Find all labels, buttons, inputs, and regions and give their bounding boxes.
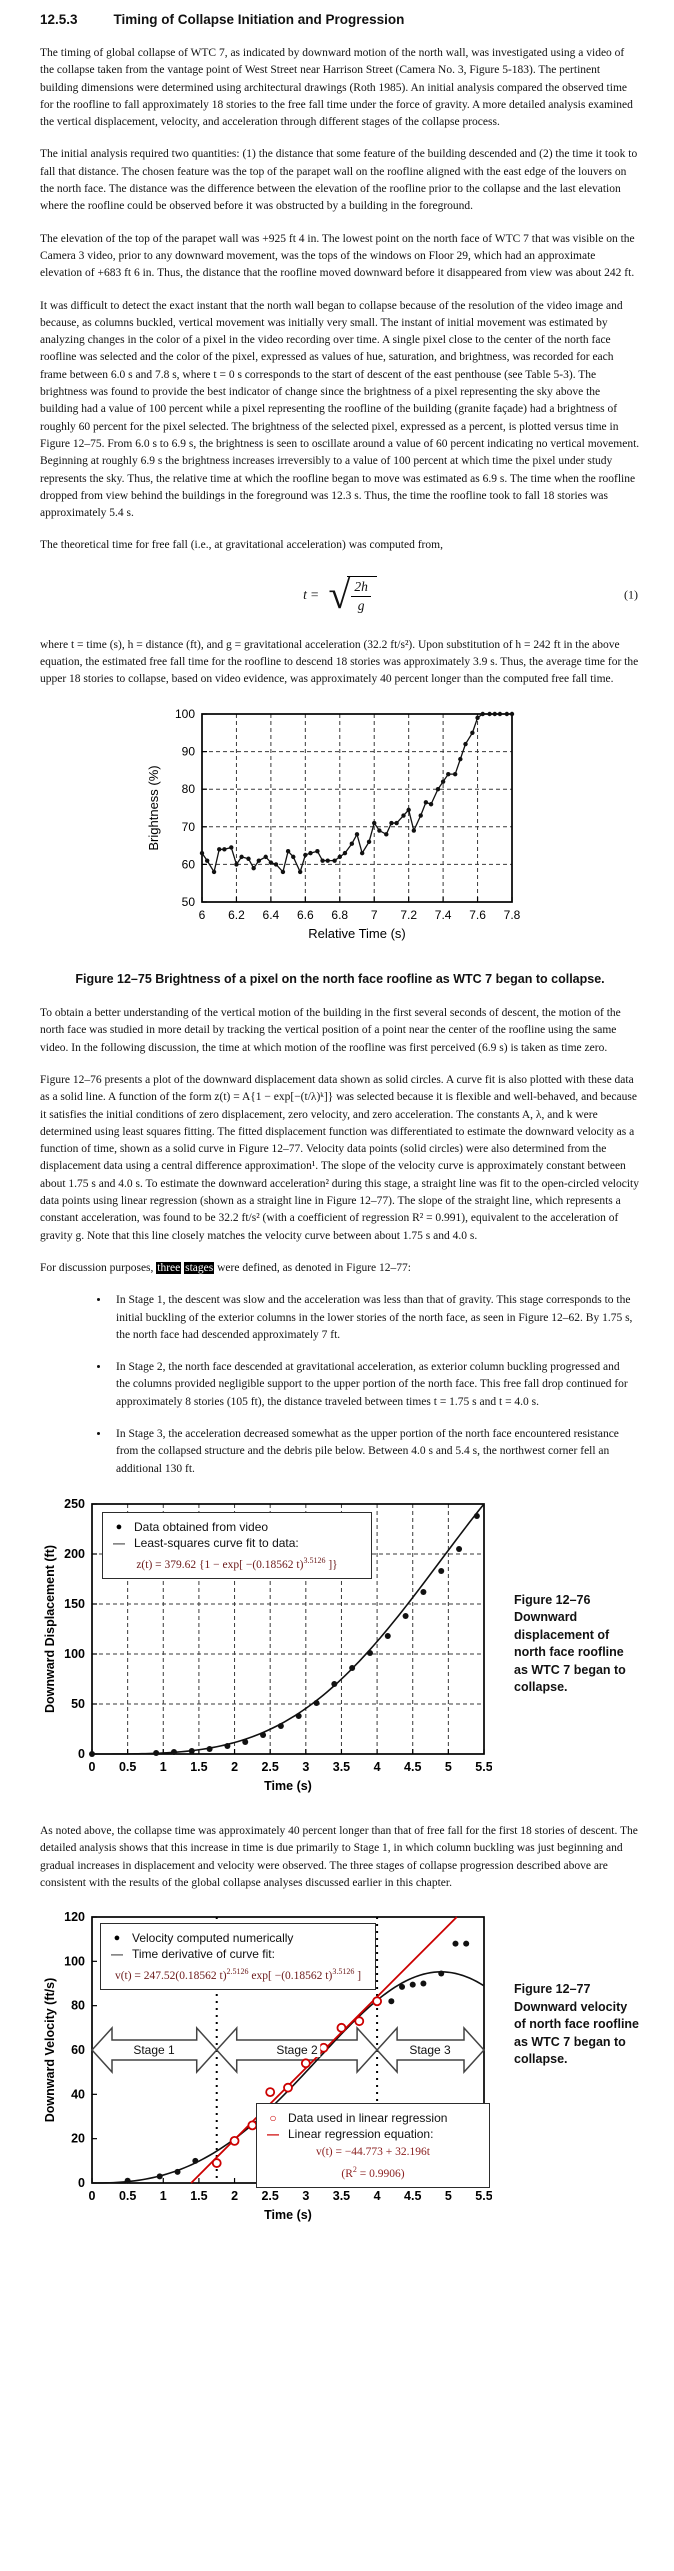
- figure-12-76-caption: Figure 12–76 Downward displacement of north face roofline as WTC 7 began to collapse.: [514, 1592, 626, 1695]
- svg-text:60: 60: [71, 2043, 85, 2058]
- svg-text:0: 0: [88, 2189, 96, 2204]
- svg-text:4.5: 4.5: [404, 2189, 422, 2204]
- paragraph-initial-analysis: The initial analysis required two quantities: (1) the distance that some feature of the building descended and (2) the time it took to fall that distance. The chosen feature was the top of the parapet wall on the roofline aligned with the east edge of the louvers on the north face. The distance was the difference between the elevation of the roofline prior to the collapse and the last elevation where the roofline could be observed before it was obstructed by a building in the foreground.: [40, 148, 638, 213]
- stage-3-label: Stage 3: [406, 2043, 453, 2057]
- svg-text:3: 3: [302, 1759, 310, 1774]
- figure-12-77-chart: [40, 1907, 492, 2248]
- paragraph-curvefit: Figure 12–76 presents a plot of the downward displacement data shown as solid circles. A curve fit is also plotted with these data as a solid line. A function of the form z(t) = A{1 − exp[−(t/λ)ᵏ]} was selected because it is flexible and well-behaved, and because it satisfies the initial conditions of zero displacement, zero velocity, and zero acceleration. The constants A, λ, and k were determined using least squares fitting. The fitted displacement function was differentiated to estimate the downward velocity as a function of time, shown as a solid curve in Figure 12–77. Velocity data points (solid circles) were also determined from the displacement data using a central difference approximation¹. The slope of the velocity curve is approximately constant between about 1.75 s and 4.0 s. To estimate the downward acceleration² during this stage, a straight line was fit to the open-circled velocity data points using linear regression (shown as a straight line in Figure 12–77). The slope of the straight line, which represents a constant acceleration, was found to be 32.2 ft/s² (with a coefficient of regression R² = 0.991), equivalent to the acceleration of gravity g. Note that this line closely matches the velocity curve between about 1.75 s and 4.0 s.: [40, 1074, 639, 1242]
- fig76-legend-fit-row: [111, 1535, 363, 1551]
- fig77-legend-regression: [256, 2103, 490, 2188]
- fig76-legend-data-row: [111, 1519, 363, 1535]
- equation-equals: =: [310, 586, 319, 602]
- svg-text:50: 50: [181, 894, 195, 909]
- freefall-equation: [40, 569, 640, 621]
- figure-12-75-chart: [144, 704, 640, 961]
- svg-text:90: 90: [181, 744, 195, 759]
- svg-text:1: 1: [159, 1759, 167, 1774]
- svg-text:0: 0: [78, 1746, 85, 1761]
- paragraph-tracking-intro: To obtain a better understanding of the vertical motion of the building in the first several seconds of descent, the motion of the north face was studied in more detail by tracking the vertical position of a point near the center of the roofline using the same video. In the following discussion, the time at which motion of the roofline was first perceived (6.9 s) is taken as time zero.: [40, 1007, 621, 1054]
- brightness-chart: [144, 704, 540, 956]
- fig77-regression-r2: $(R^2 = 0.9906)$: [341, 2165, 405, 2180]
- svg-text:7.6: 7.6: [469, 907, 486, 922]
- highlight-three: three: [157, 1261, 181, 1274]
- svg-text:7.8: 7.8: [503, 907, 521, 922]
- fig76-fit-equation: z(t) = 379.62 {1 − exp[ −(0.18562 t)$^{3.5126}$ ]}: [136, 1555, 338, 1571]
- figure-12-77-block: [40, 1907, 640, 2248]
- svg-text:Downward Displacement (ft): Downward Displacement (ft): [43, 1544, 57, 1713]
- svg-text:1.5: 1.5: [190, 2189, 208, 2204]
- svg-text:100: 100: [64, 1646, 85, 1661]
- svg-text:20: 20: [71, 2131, 85, 2146]
- svg-text:Brightness (%): Brightness (%): [146, 764, 161, 851]
- bullet-stage-2: • In Stage 2, the north face descended at gravitational acceleration, as exterior column buckling progressed and the columns provided negligible support to the upper portion of the north face. This free fall drop continued for approximately 8 stories (105 ft), the distance traveled between times t = 1.75 s and t = 4.0 s.: [110, 1359, 636, 1411]
- svg-text:100: 100: [64, 1954, 85, 1969]
- stages-intro-suffix: were defined, as denoted in Figure 12–77:: [214, 1261, 411, 1274]
- section-heading: [40, 12, 640, 27]
- fig77-legend-numerical-label: Velocity computed numerically: [132, 1931, 294, 1946]
- fig76-legend: [102, 1512, 372, 1579]
- svg-text:5.5: 5.5: [475, 1759, 492, 1774]
- paragraph-stages-intro: [40, 1260, 640, 1277]
- paragraph-conclusion: As noted above, the collapse time was approximately 40 percent longer than that of free fall for the first 18 stories of descent. The detailed analysis shows that this increase in time is due primarily to Stage 1, in which column buckling was just beginning and gradual increases in displacement and velocity were observed. The three stages of collapse progression described above are consistent with the results of the global collapse analyses discussed earlier in this chapter.: [40, 1824, 638, 1889]
- bullet-stage-1: • In Stage 1, the descent was slow and the acceleration was less than that of gravity. This stage corresponds to the initial buckling of the exterior columns in the lower stories of the north face, as seen in Figure 12–62. By 1.75 s, the north face had descended approximately 7 ft.: [110, 1292, 636, 1344]
- svg-text:2: 2: [231, 2189, 239, 2204]
- fig77-legend-regdata-label: Data used in linear regression: [288, 2111, 448, 2126]
- figure-12-75-caption: Figure 12–75 Brightness of a pixel on the north face roofline as WTC 7 began to collapse.: [75, 971, 605, 986]
- svg-text:200: 200: [64, 1546, 85, 1561]
- paragraph-freefall-intro: The theoretical time for free fall (i.e., at gravitational acceleration) was computed from,: [40, 539, 443, 552]
- fig76-legend-data-label: Data obtained from video: [134, 1519, 269, 1534]
- svg-text:40: 40: [71, 2087, 85, 2102]
- fig77-legend-deriv-label: Time derivative of curve fit:: [132, 1947, 275, 1962]
- svg-text:2.5: 2.5: [261, 2189, 279, 2204]
- figure-12-76-block: [40, 1494, 640, 1817]
- svg-text:6.6: 6.6: [296, 907, 314, 922]
- fraction-denominator: g: [357, 597, 365, 613]
- fig77-legend-deriv-row: [109, 1946, 367, 1962]
- svg-text:Time (s): Time (s): [264, 2208, 312, 2223]
- svg-text:6: 6: [198, 907, 206, 922]
- svg-text:0: 0: [88, 1759, 96, 1774]
- svg-text:60: 60: [181, 857, 195, 872]
- paragraph-pixel-analysis: It was difficult to detect the exact instant that the north wall began to collapse because of the resolution of the video image and because, as columns buckled, vertical movement was initially very small. The instant of initial movement was estimated by analyzing changes in the color of a pixel in the video recording over time. A single pixel close to the center of the north face roofline was selected and the color of the pixel, expressed as values of hue, saturation, and brightness, was recorded for each frame between 6.0 s and 7.8 s, where t = 0 s corresponds to the start of descent of the east penthouse (see Table 5-3). The brightness was found to provide the best indicator of change since the brightness of a pixel representing the sky above the building had a value of 100 percent while a pixel representing the roofline of the building (granite façade) had a brightness of roughly 60 percent for the pixel selected. The brightness of the selected pixel, expressed as a percent, is plotted versus time in Figure 12–75. From 6.0 s to 6.9 s, the brightness is seen to oscillate around a value of 60 percent indicating no vertical movement. Beginning at roughly 6.9 s the brightness increases irreversibly to a value of 100 percent at which time the pixel under study represents the sky. Thus, the relative time at which the roofline began to move was estimated as 6.9 s. The time when the roofline dropped from view behind the buildings in the foreground was 12.3 s. Thus, the time the roofline took to fall 18 stories was approximately 5.4 s.: [40, 299, 640, 520]
- red-line-marker-icon: —: [267, 2127, 279, 2142]
- svg-text:0.5: 0.5: [118, 1759, 137, 1774]
- filled-circle-marker-icon: ●: [113, 1932, 121, 1945]
- svg-text:5: 5: [444, 1759, 452, 1774]
- svg-text:0: 0: [78, 2176, 85, 2191]
- fig77-legend-regdata-row: [265, 2110, 481, 2126]
- svg-text:Downward Velocity (ft/s): Downward Velocity (ft/s): [43, 1977, 57, 2123]
- svg-text:70: 70: [181, 819, 195, 834]
- svg-text:150: 150: [64, 1596, 85, 1611]
- svg-text:2: 2: [231, 1759, 239, 1774]
- svg-text:7.2: 7.2: [400, 907, 418, 922]
- fig77-legend-regline-row: [265, 2126, 481, 2142]
- svg-text:7.4: 7.4: [434, 907, 452, 922]
- equation-lhs: t: [303, 586, 307, 602]
- svg-text:6.2: 6.2: [228, 907, 245, 922]
- svg-text:6.8: 6.8: [331, 907, 349, 922]
- svg-text:3: 3: [302, 2189, 310, 2204]
- fig77-legend-top: [100, 1923, 376, 1990]
- figure-12-77-caption: Figure 12–77 Downward velocity of north face roofline as WTC 7 began to collapse.: [514, 1982, 639, 2067]
- svg-text:120: 120: [64, 1910, 85, 1925]
- paragraph-timing-intro: The timing of global collapse of WTC 7, as indicated by downward motion of the north wall, was investigated using a video of the collapse taken from the vantage point of West Street near Harrison Street (Camera No. 3, Figure 5-183). The pertinent building dimensions were determined using architectural drawings (Roth 1985). An initial analysis compared the observed time for the roofline to fall approximately 18 stories to the free fall time under the force of gravity. A more detailed analysis examined the vertical displacement, velocity, and acceleration through different stages of the collapse process.: [40, 47, 633, 129]
- stage-1-label: Stage 1: [130, 2043, 177, 2057]
- stage-2-label: Stage 2: [273, 2043, 320, 2057]
- svg-text:4.5: 4.5: [404, 1759, 422, 1774]
- svg-text:3.5: 3.5: [332, 2189, 351, 2204]
- fig77-legend-regline-label: Linear regression equation:: [288, 2127, 434, 2142]
- svg-text:Time (s): Time (s): [264, 1778, 312, 1793]
- paragraph-elevation: The elevation of the top of the parapet wall was +925 ft 4 in. The lowest point on the north face of WTC 7 that was visible on the Camera 3 video, prior to any downward movement, was the tops of the windows on Floor 29, which had an approximate elevation of +683 ft 6 in. Thus, the distance that the roofline moved downward before it disappeared from view was about 242 ft.: [40, 232, 635, 280]
- stages-intro-prefix: For discussion purposes,: [40, 1261, 157, 1274]
- svg-text:0.5: 0.5: [118, 2189, 137, 2204]
- open-red-circle-marker-icon: ○: [269, 2111, 277, 2126]
- svg-text:250: 250: [64, 1496, 85, 1511]
- bullet-stage-3: • In Stage 3, the acceleration decreased somewhat as the upper portion of the north face encountered resistance from the collapsed structure and the debris pile below. Between 4.0 s and 5.4 s, the northwest corner fell an additional 130 ft.: [110, 1426, 636, 1478]
- paragraph-freefall-result: where t = time (s), h = distance (ft), and g = gravitational acceleration (32.2 ft/s²). Upon substitution of h = 242 ft in the above equation, the estimated free fall time for the roofline to descend 18 stories was approximately 3.9 s. Thus, the average time for the upper 18 stories to collapse, based on video evidence, was approximately 40 percent longer than the computed free fall time.: [40, 638, 639, 686]
- svg-text:2.5: 2.5: [261, 1759, 279, 1774]
- svg-text:80: 80: [71, 1998, 85, 2013]
- equation-number: (1): [624, 587, 638, 602]
- svg-text:5: 5: [444, 2189, 452, 2204]
- svg-text:50: 50: [71, 1696, 85, 1711]
- svg-text:7: 7: [370, 907, 378, 922]
- section-number: 12.5.3: [40, 12, 78, 27]
- svg-text:4: 4: [373, 2189, 381, 2204]
- svg-text:1.5: 1.5: [190, 1759, 208, 1774]
- svg-text:3.5: 3.5: [332, 1759, 351, 1774]
- fig77-deriv-equation: v(t) = 247.52(0.18562 t)$^{2.5126}$ exp[ −(0.18562 t)$^{3.5126}$ ]: [114, 1967, 362, 1982]
- fig77-legend-numerical-row: [109, 1930, 367, 1946]
- fraction-numerator: 2h: [351, 579, 371, 597]
- svg-text:1: 1: [159, 2189, 167, 2204]
- figure-12-76-chart: [40, 1494, 492, 1817]
- fig77-regression-equation: v(t) = −44.773 + 32.196t: [315, 2146, 430, 2159]
- radical-sign: √: [328, 571, 351, 617]
- svg-text:6.4: 6.4: [262, 907, 280, 922]
- equation-fraction: [347, 576, 377, 614]
- section-title: Timing of Collapse Initiation and Progression: [113, 12, 405, 27]
- filled-circle-marker-icon: ●: [115, 1520, 123, 1533]
- svg-text:Relative Time (s): Relative Time (s): [308, 925, 406, 941]
- svg-text:80: 80: [181, 781, 195, 796]
- svg-text:5.5: 5.5: [475, 2189, 492, 2204]
- svg-text:100: 100: [174, 706, 195, 721]
- curve-line-marker-icon: —: [113, 1535, 125, 1550]
- stage-bullet-list: [40, 1292, 640, 1478]
- highlight-stages: stages: [185, 1261, 214, 1274]
- svg-text:4: 4: [373, 1759, 381, 1774]
- curve-line-marker-icon: —: [111, 1947, 123, 1962]
- fig76-legend-fit-label: Least-squares curve fit to data:: [134, 1535, 299, 1550]
